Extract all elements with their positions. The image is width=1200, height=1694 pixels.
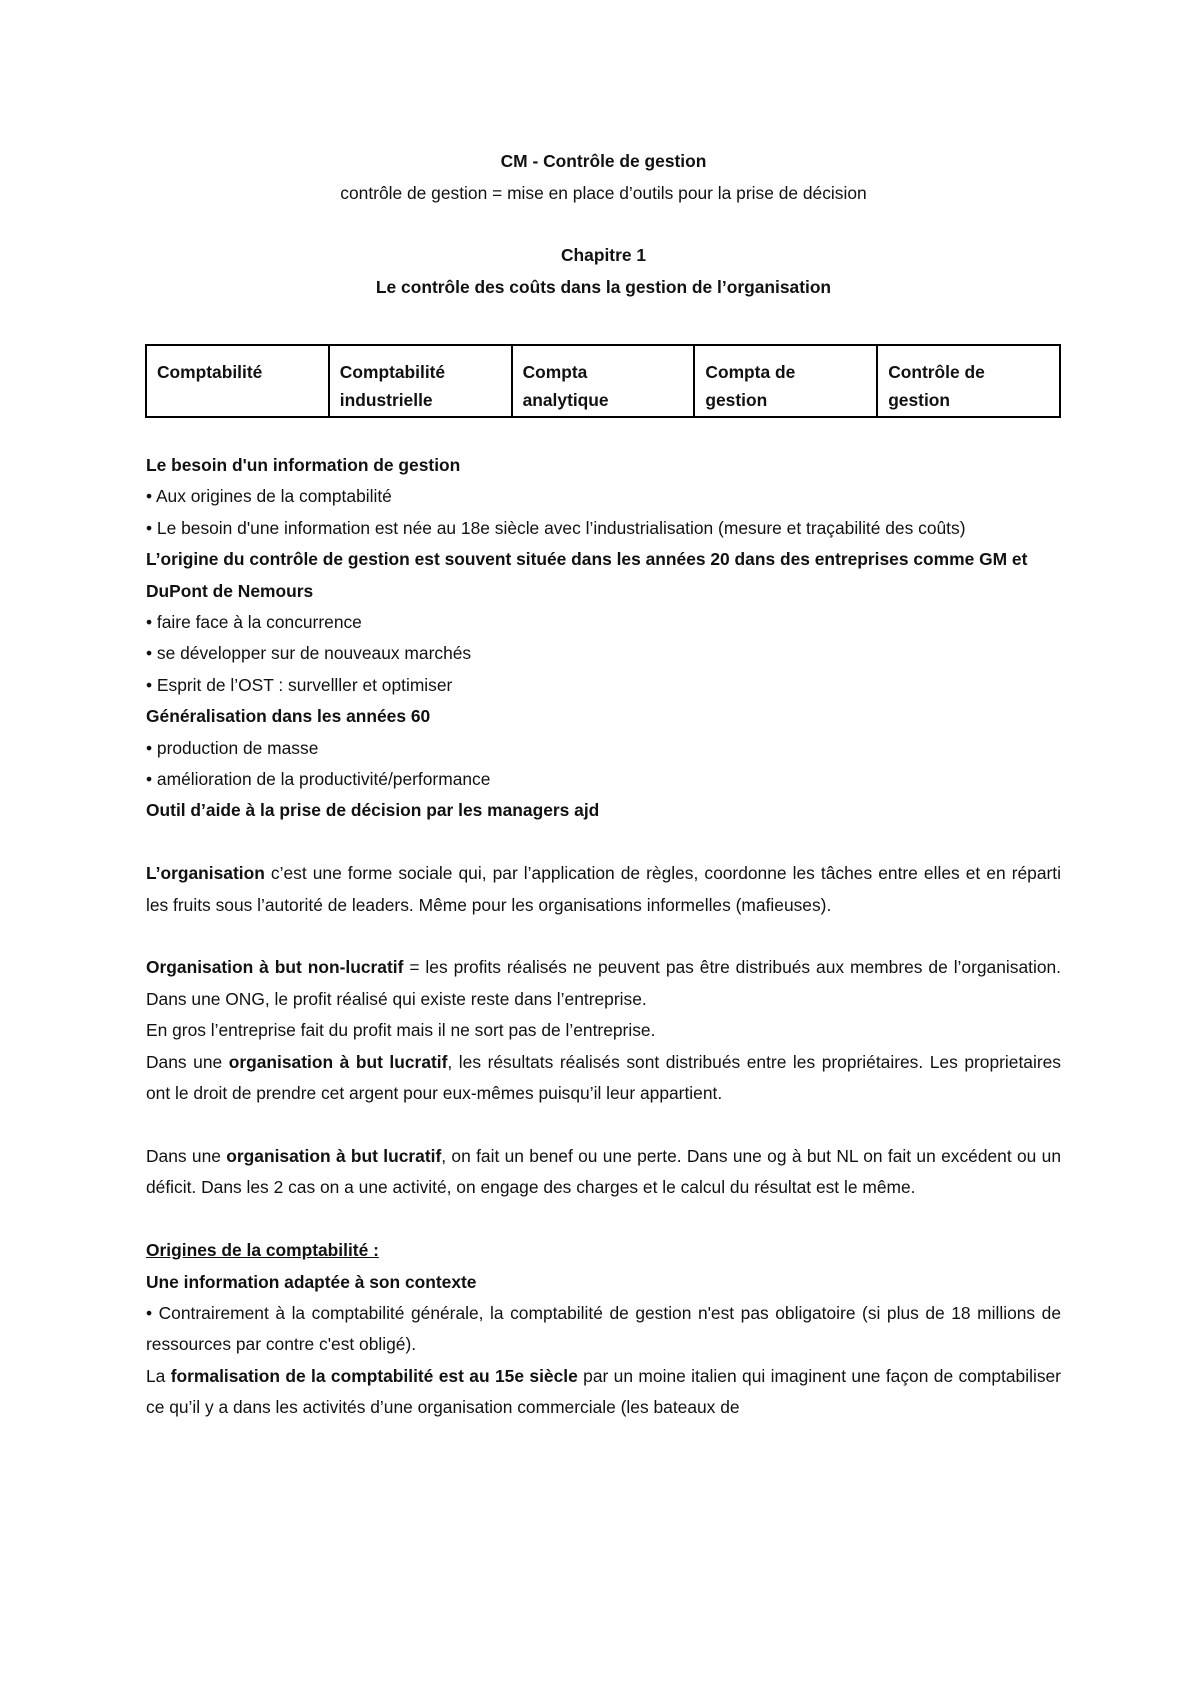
chapter-title: Le contrôle des coûts dans la gestion de l’organisation	[375, 277, 832, 297]
bullet-item: • Aux origines de la comptabilité	[146, 486, 392, 507]
terms-table	[145, 344, 1061, 418]
origines-subheading: Une information adaptée à son contexte	[146, 1271, 477, 1292]
definition-text: = les profits réalisés ne peuvent pas être distribués aux membres de l’organisation. Dans une ONG, le profit réalisé qui existe reste dans l’entreprise.	[146, 957, 1061, 1009]
document-body	[146, 145, 1061, 1424]
table-cell-controle-de-gestion	[877, 345, 1060, 417]
emphasis-term: organisation à but lucratif	[226, 1145, 442, 1166]
bullet-item: • se développer sur de nouveaux marchés	[146, 643, 472, 664]
generalisation-heading: Généralisation dans les années 60	[146, 706, 431, 727]
chapter-number: Chapitre 1	[560, 245, 647, 265]
non-lucratif-definition	[146, 952, 1061, 1015]
cell-text: Comptabilité	[157, 362, 263, 382]
bullet-item: • amélioration de la productivité/performance	[146, 769, 491, 790]
origines-heading: Origines de la comptabilité :	[146, 1240, 379, 1261]
text-run: Dans une	[146, 1051, 229, 1072]
definition-text: c’est une forme sociale qui, par l’application de règles, coordonne les tâches entre elles et en réparti les fruits sous l’autorité de leaders. Même pour les organisations informelles (mafieuses).	[146, 863, 1061, 915]
table-cell-compta-analytique	[512, 345, 695, 417]
emphasis-term: formalisation de la comptabilité est au 15e siècle	[170, 1365, 578, 1386]
bullet-item: • production de masse	[146, 737, 319, 758]
text-run: La	[146, 1365, 171, 1386]
definition-term: L’organisation	[146, 863, 265, 884]
formalisation-paragraph	[146, 1361, 1061, 1424]
document-title: CM - Contrôle de gestion	[500, 151, 707, 171]
cell-text: Comptabilité industrielle	[339, 362, 446, 410]
emphasis-term: organisation à but lucratif	[228, 1051, 448, 1072]
table-cell-comptabilite	[146, 345, 329, 417]
cell-text: Contrôle de gestion	[888, 362, 985, 410]
origin-statement: L’origine du contrôle de gestion est souvent située dans les années 20 dans des entreprises comme GM et DuPont de Nemours	[146, 549, 1028, 601]
table-cell-compta-de-gestion	[694, 345, 877, 417]
paragraph-line: En gros l’entreprise fait du profit mais il ne sort pas de l’entreprise.	[146, 1020, 656, 1041]
outil-statement: Outil d’aide à la prise de décision par les managers ajd	[146, 800, 600, 821]
text-run: , les résultats réalisés sont distribués entre les propriétaires. Les proprietaires ont le droit de prendre cet argent pour eux-mêmes puisqu’il leur appartient.	[146, 1051, 1061, 1104]
bullet-item: • Contrairement à la comptabilité générale, la comptabilité de gestion n'est pas obligatoire (si plus de 18 millions de ressources par contre c'est obligé).	[146, 1302, 1061, 1355]
bullet-item: • Le besoin d'une information est née au 18e siècle avec l’industrialisation (mesure et traçabilité des coûts)	[146, 517, 966, 538]
cell-text: Compta analytique	[522, 362, 609, 410]
organisation-definition	[146, 858, 1061, 921]
bullet-item: • faire face à la concurrence	[146, 612, 362, 633]
text-run: , on fait un benef ou une perte. Dans une og à but NL on fait un excédent ou un déficit. Dans les 2 cas on a une activité, on engage des charges et le calcul du résultat est le même.	[146, 1145, 1061, 1198]
text-run: par un moine italien qui imaginent une façon de comptabiliser ce qu’il y a dans les activités d’une organisation commerciale (les bateaux de	[146, 1365, 1061, 1418]
cell-text: Compta de gestion	[705, 362, 796, 410]
section-information-de-gestion	[146, 450, 1061, 827]
lucratif-paragraph	[146, 1047, 1061, 1110]
lucratif-comparison-paragraph	[146, 1141, 1061, 1204]
table-row	[146, 345, 1060, 417]
table-cell-comptabilite-industrielle	[329, 345, 512, 417]
section-heading: Le besoin d'un information de gestion	[146, 455, 461, 475]
bullet-item: • Esprit de l’OST : survelller et optimiser	[146, 674, 453, 695]
text-run: Dans une	[146, 1145, 227, 1166]
document-subtitle: contrôle de gestion = mise en place d’outils pour la prise de décision	[340, 183, 867, 203]
definition-term: Organisation à but non-lucratif	[146, 957, 404, 978]
